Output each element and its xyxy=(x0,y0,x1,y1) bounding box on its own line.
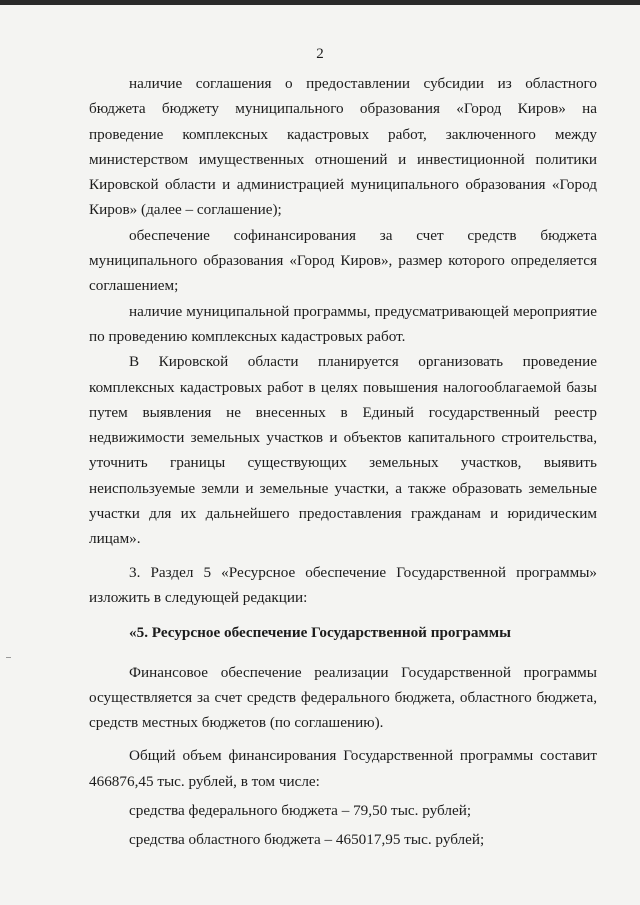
paragraph-regional-budget: средства областного бюджета – 465017,95 тыс. рублей; xyxy=(129,831,485,849)
paragraph-cofinancing: обеспечение софинансирования за счет средств бюджета муниципального образования «Город Киров», размер которого определяется соглашением; xyxy=(89,226,597,295)
paragraph-federal-budget: средства федерального бюджета – 79,50 тыс. рублей; xyxy=(129,802,472,820)
top-edge-rule xyxy=(0,0,640,5)
paragraph-section-5-amendment: 3. Раздел 5 «Ресурсное обеспечение Государственной программы» изложить в следующей редакции: xyxy=(89,563,597,606)
paragraph-total-financing: Общий объем финансирования Государственной программы составит 466876,45 тыс. рублей, в том числе: xyxy=(89,747,597,790)
margin-mark xyxy=(6,657,11,658)
document-body xyxy=(89,71,597,853)
paragraph-financing-sources: Финансовое обеспечение реализации Государственной программы осуществляется за счет средств федерального бюджета, областного бюджета, средств местных бюджетов (по соглашению). xyxy=(89,663,597,732)
paragraph-agreement-condition: наличие соглашения о предоставлении субсидии из областного бюджета бюджету муниципального образования «Город Киров» на проведение комплексных кадастровых работ, заключенного между министерством имущественных отношений и инвестиционной политики Кировской области и администрацией муниципального образования «Город Киров» (далее – соглашение); xyxy=(89,75,597,219)
section-5-heading: «5. Ресурсное обеспечение Государственной программы xyxy=(129,624,511,642)
paragraph-municipal-program: наличие муниципальной программы, предусматривающей мероприятие по проведению комплексных кадастровых работ. xyxy=(89,302,597,345)
page-number: 2 xyxy=(316,46,324,62)
paragraph-kirov-plans: В Кировской области планируется организовать проведение комплексных кадастровых работ в целях повышения налогооблагаемой базы путем выявления не внесенных в Единый государственный реестр недвижимости земельных участков и объектов капитального строительства, уточнить границы существующих земельных участков, выявить неиспользуемые земли и земельные участки, а также образовать земельные участки для их дальнейшего предоставления гражданам и юридическим лицам». xyxy=(89,353,597,548)
